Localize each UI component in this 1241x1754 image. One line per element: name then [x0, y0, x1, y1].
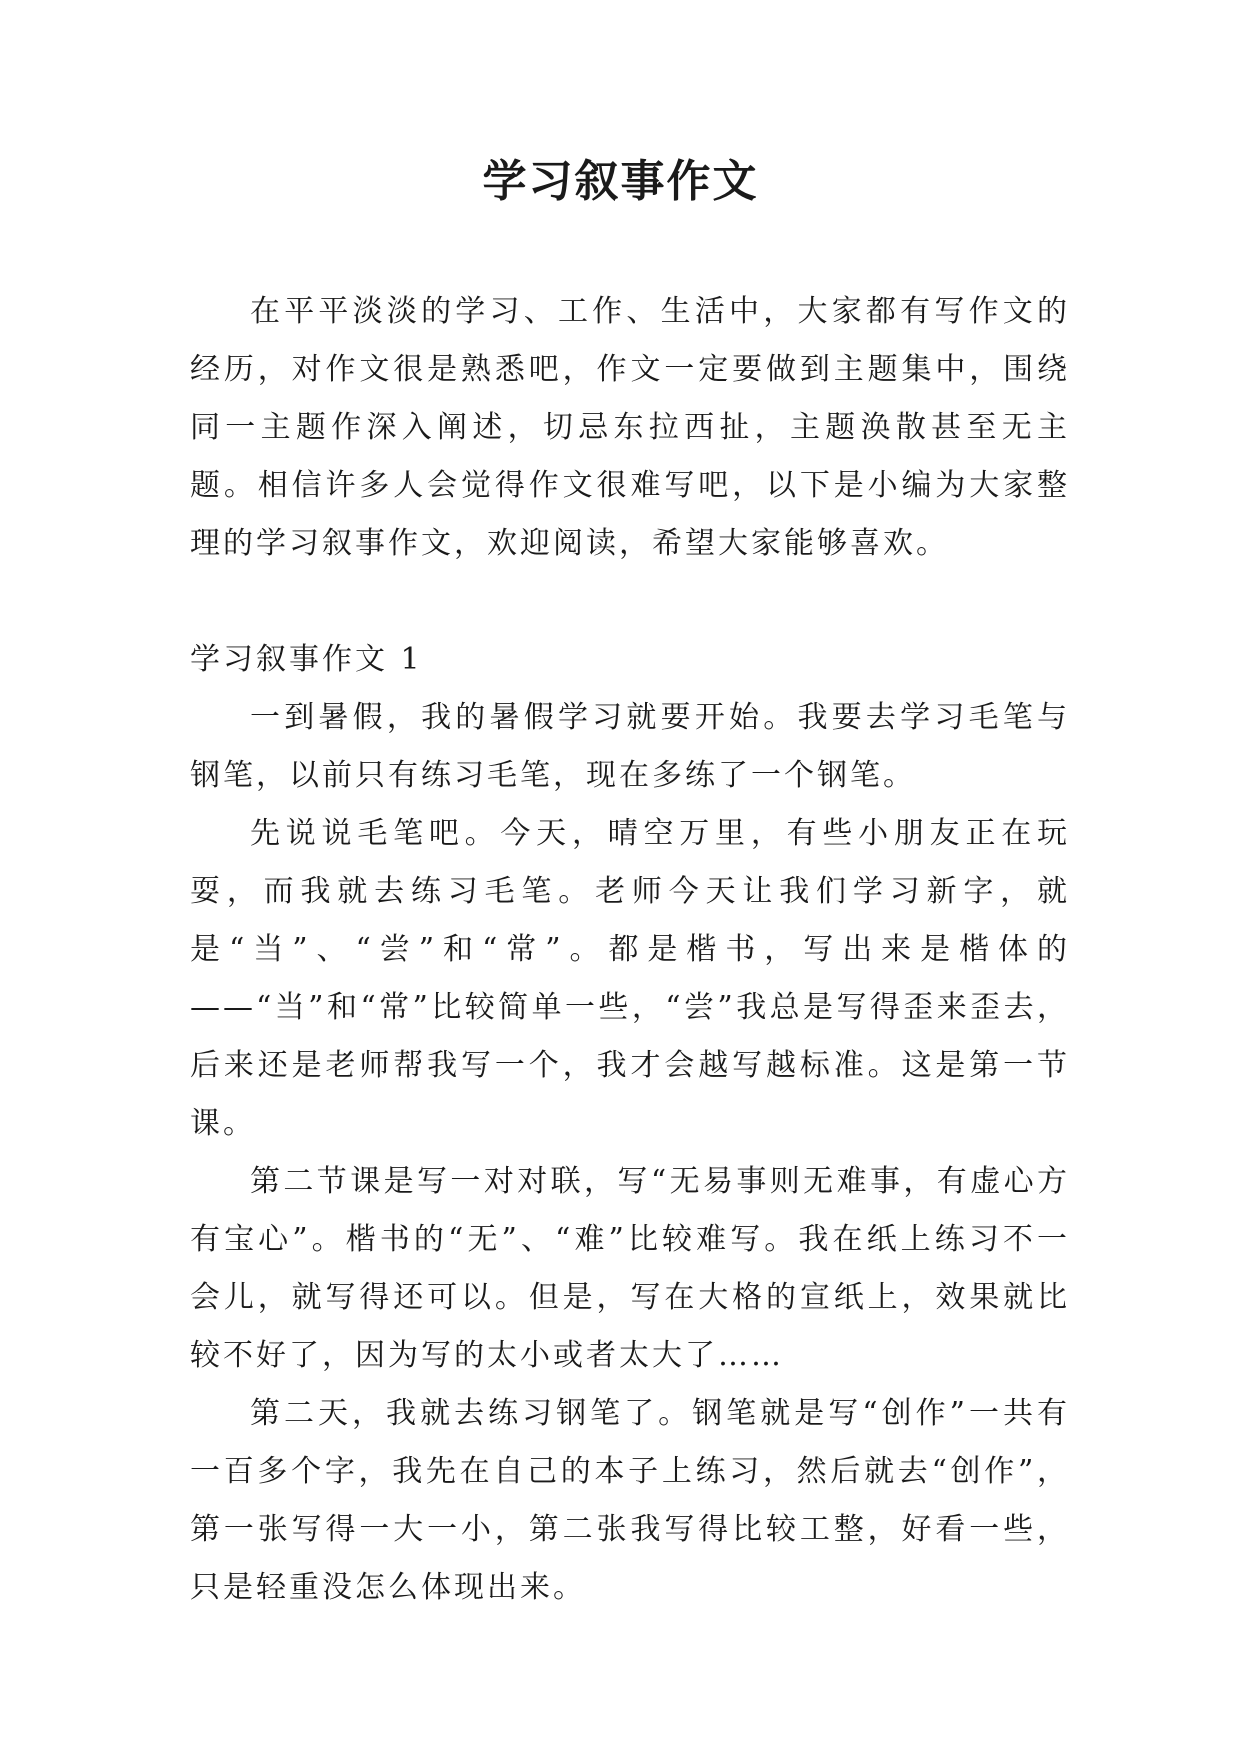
- body-paragraph-3: 第二节课是写一对对联，写“无易事则无难事，有虚心方有宝心”。楷书的“无”、“难”比较难写。我在纸上练习不一会儿，就写得还可以。但是，写在大格的宣纸上，效果就比较不好了，因为写的太小或者太大了……: [190, 1164, 1070, 1373]
- section-heading: 学习叙事作文 1: [190, 642, 423, 677]
- body-paragraph-4: 第二天，我就去练习钢笔了。钢笔就是写“创作”一共有一百多个字，我先在自己的本子上练习，然后就去“创作”，第一张写得一大一小，第二张我写得比较工整，好看一些，只是轻重没怎么体现出来。: [190, 1396, 1070, 1605]
- body-paragraph-2: 先说说毛笔吧。今天，晴空万里，有些小朋友正在玩耍，而我就去练习毛笔。老师今天让我们学习新字，就是“当”、“尝”和“常”。都是楷书，写出来是楷体的——“当”和“常”比较简单一些，“尝”我总是写得歪来歪去，后来还是老师帮我写一个，我才会越写越标准。这是第一节课。: [190, 816, 1070, 1141]
- body-paragraph-1: 一到暑假，我的暑假学习就要开始。我要去学习毛笔与钢笔，以前只有练习毛笔，现在多练了一个钢笔。: [190, 700, 1070, 793]
- document-title: 学习叙事作文: [482, 156, 759, 207]
- intro-paragraph: 在平平淡淡的学习、工作、生活中，大家都有写作文的经历，对作文很是熟悉吧，作文一定要做到主题集中，围绕同一主题作深入阐述，切忌东拉西扯，主题涣散甚至无主题。相信许多人会觉得作文很难写吧，以下是小编为大家整理的学习叙事作文，欢迎阅读，希望大家能够喜欢。: [190, 294, 1070, 561]
- document-body: [190, 283, 1070, 1617]
